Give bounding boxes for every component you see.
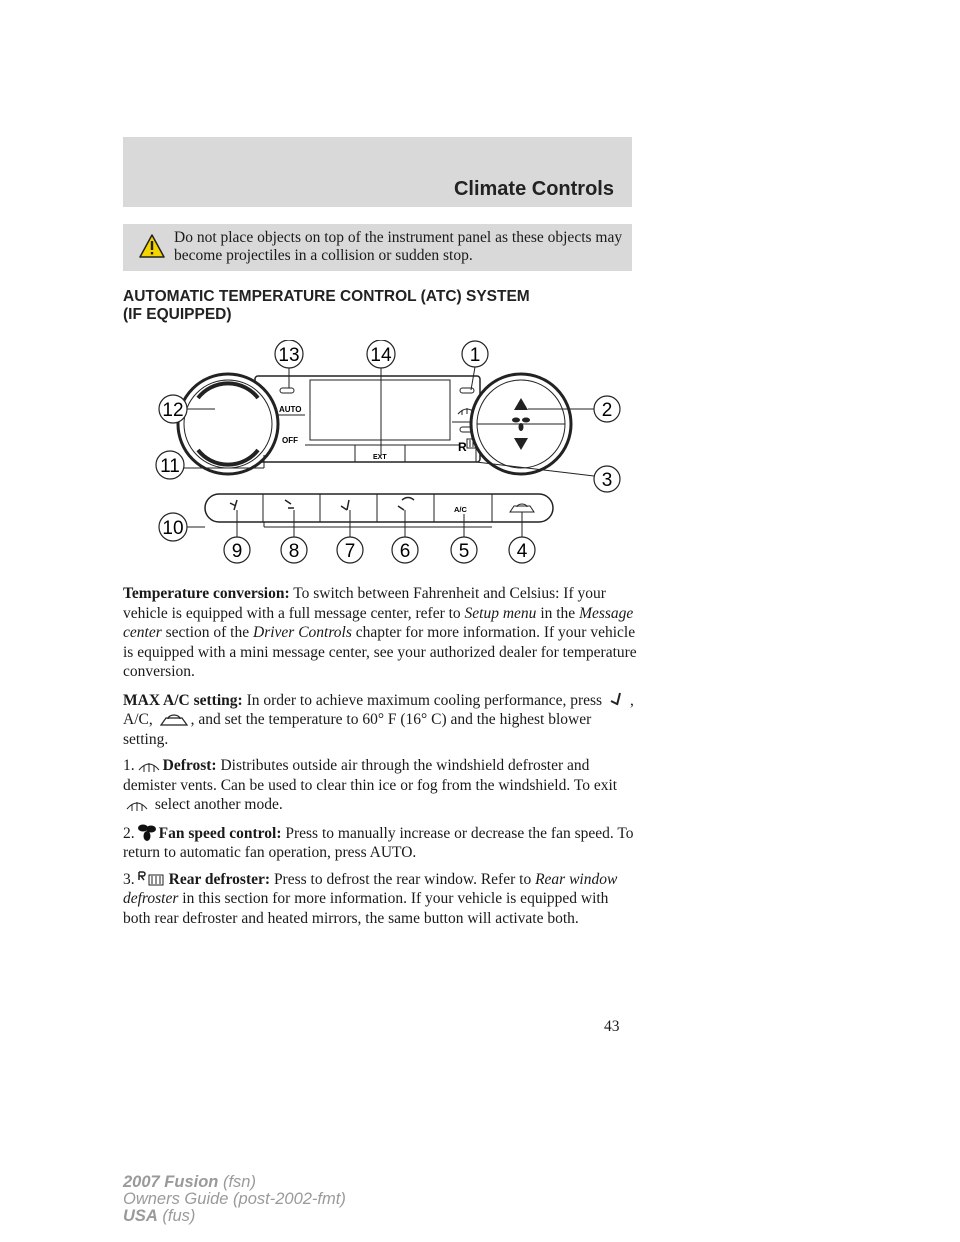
- svg-text:11: 11: [160, 456, 180, 477]
- warning-box: [123, 224, 632, 271]
- rear-r-label: R: [458, 440, 467, 454]
- paragraph-item-1: 1. Defrost: Distributes outside air through the windshield defroster and demister vents. Can be used to clear thin ice or fog from the windshield. To exit select another mode.: [123, 757, 618, 813]
- callout-13: [275, 340, 303, 368]
- body-text: [123, 584, 638, 935]
- svg-text:2: 2: [601, 400, 613, 421]
- ac-button-label: A/C: [454, 505, 467, 514]
- footer: [123, 1174, 346, 1225]
- paragraph-temperature-conversion: Temperature conversion: To switch between Fahrenheit and Celsius: If your vehicle is equipped with a full message center, refer to Setup menu in the Message center section of the Driver Controls chapter for more information. If your vehicle is equipped with a mini message center, see your authorized dealer for temperature conversion.: [123, 585, 637, 680]
- svg-text:7: 7: [344, 541, 356, 562]
- callout-11: [156, 451, 184, 479]
- off-button-label: OFF: [282, 436, 298, 445]
- header-band: [123, 137, 632, 207]
- driver-controls-ref: Driver Controls: [253, 624, 352, 641]
- callout-9: [224, 537, 250, 563]
- svg-text:6: 6: [399, 541, 411, 562]
- footer-line-2: Owners Guide (post-2002-fmt): [123, 1190, 346, 1208]
- svg-text:10: 10: [162, 518, 184, 539]
- footer-line-1: 2007 Fusion (fsn): [123, 1173, 256, 1191]
- footer-line-3: USA (fus): [123, 1207, 196, 1225]
- rear-defroster-label: Rear defroster:: [168, 870, 271, 888]
- fan-icon: [137, 822, 157, 842]
- paragraph-item-2: 2. Fan speed control: Press to manually increase or decrease the fan speed. To return to automatic fan operation, press AUTO.: [123, 822, 638, 863]
- rear-defrost-icon: [137, 870, 167, 888]
- callout-10: [159, 513, 187, 541]
- callout-8: [281, 537, 307, 563]
- callout-7: [337, 537, 363, 563]
- svg-text:14: 14: [370, 345, 392, 366]
- recirculation-icon: [159, 712, 189, 728]
- svg-text:9: 9: [231, 541, 243, 562]
- defrost-label: Defrost:: [162, 757, 217, 774]
- ext-button-label: EXT: [373, 454, 387, 461]
- atc-control-panel-diagram: [140, 340, 640, 580]
- callout-2: [594, 396, 620, 422]
- svg-text:1: 1: [469, 345, 481, 366]
- svg-text:3: 3: [601, 470, 613, 491]
- callout-14: [367, 340, 395, 368]
- callout-5: [451, 537, 477, 563]
- max-ac-label: MAX A/C setting:: [123, 691, 243, 709]
- page-number: 43: [604, 1018, 620, 1035]
- setup-menu-ref: Setup menu: [464, 604, 537, 622]
- svg-text:12: 12: [162, 400, 184, 421]
- paragraph-item-3: 3. Rear defroster: Press to defrost the rear window. Refer to Rear window defroster in this section for more information. If your vehicle is equipped with both rear defroster and heated mirrors, the same button will activate both.: [123, 870, 618, 927]
- panel-vent-icon: [608, 689, 628, 709]
- heading-line-1: AUTOMATIC TEMPERATURE CONTROL (ATC) SYSTEM: [123, 288, 530, 305]
- auto-button-label: AUTO: [279, 405, 302, 414]
- callout-1: [462, 341, 488, 367]
- callout-12: [159, 395, 187, 423]
- fan-speed-label: Fan speed control:: [158, 824, 282, 842]
- section-title: Climate Controls: [453, 178, 614, 200]
- warning-text: Do not place objects on top of the instrument panel as these objects may become projectiles in a collision or sudden stop.: [174, 229, 623, 264]
- callout-3: [594, 466, 620, 492]
- message-center-ref: Message center: [123, 604, 634, 641]
- paragraph-max-ac: MAX A/C setting: In order to achieve maximum cooling performance, press , A/C, , and set the temperature to 60° F (16° C) and the highest blower setting.: [123, 689, 638, 750]
- callout-4: [509, 537, 535, 563]
- svg-text:8: 8: [288, 541, 300, 562]
- heading-line-2: (IF EQUIPPED): [123, 306, 232, 323]
- svg-text:5: 5: [458, 541, 470, 562]
- section-heading: [123, 288, 643, 324]
- defrost-icon: [125, 797, 149, 813]
- svg-text:13: 13: [278, 345, 300, 366]
- svg-text:4: 4: [516, 541, 528, 562]
- warning-triangle-icon: [139, 234, 165, 258]
- rear-window-defroster-ref: Rear window defroster: [123, 870, 618, 907]
- temp-label: Temperature conversion:: [123, 585, 290, 602]
- defrost-icon: [137, 758, 161, 774]
- callout-6: [392, 537, 418, 563]
